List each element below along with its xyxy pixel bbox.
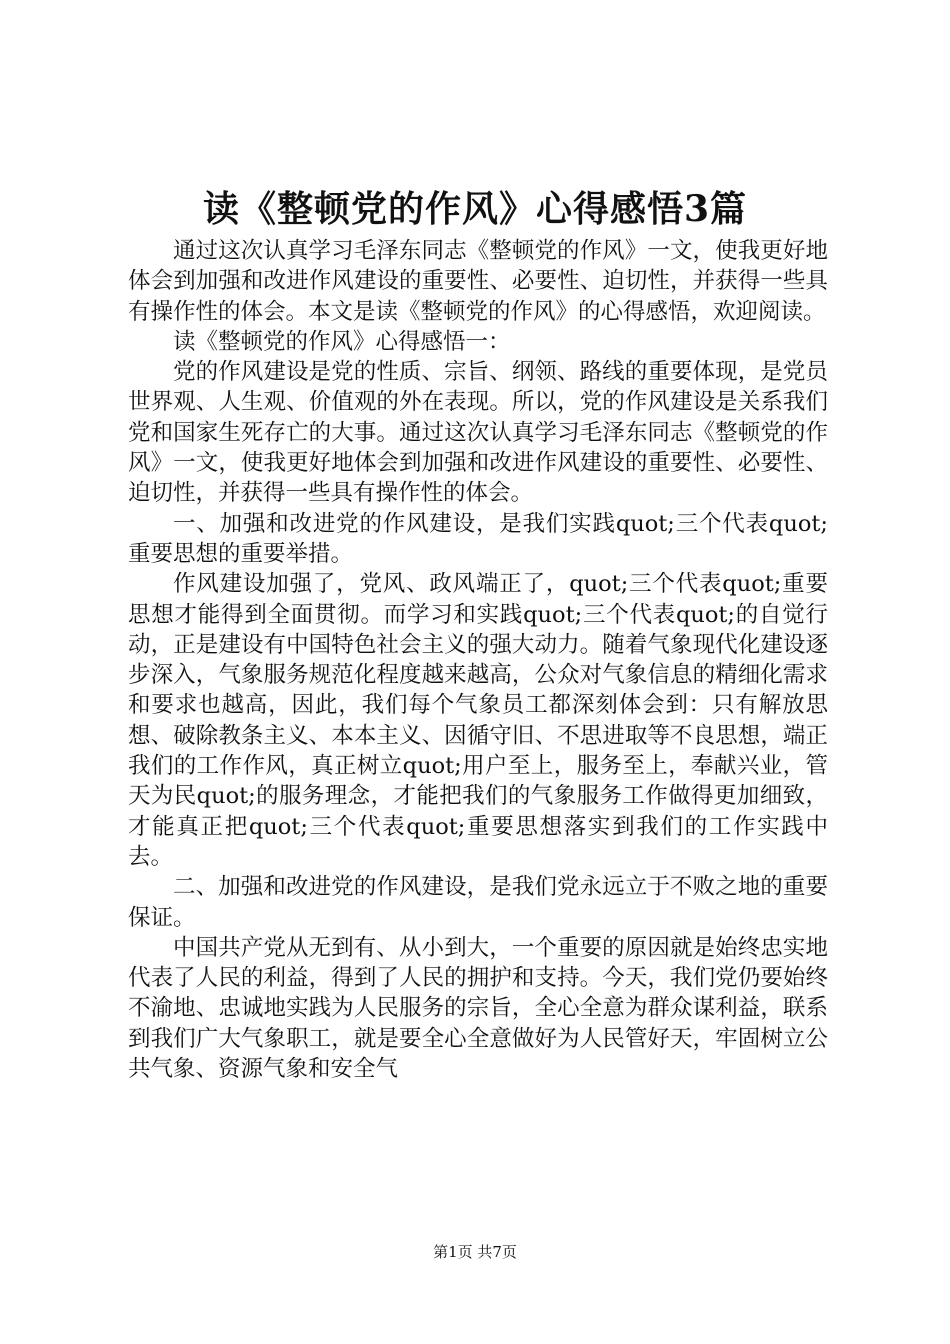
section-heading-one: 读《整顿党的作风》心得感悟一： [173, 328, 511, 355]
paragraph: 党的作风建设是党的性质、宗旨、纲领、路线的重要体现，是党员世界观、人生观、价值观的外在表现。所以，党的作风建设是关系我们党和国家生死存亡的大事。通过这次认真学习毛泽东同志《整顿党的作风》一文，使我更好地体会到加强和改进作风建设的重要性、必要性、迫切性，并获得一些具有操作性的体会。 [128, 359, 828, 507]
subheading-two: 二、加强和改进党的作风建设，是我们党永远立于不败之地的重要保证。 [128, 874, 828, 931]
page-footer: 第1页 共7页 [433, 1243, 517, 1261]
document-body [128, 236, 828, 1084]
paragraph: 中国共产党从无到有、从小到大，一个重要的原因就是始终忠实地代表了人民的利益，得到了人民的拥护和支持。今天，我们党仍要始终不渝地、忠诚地实践为人民服务的宗旨，全心全意为群众谋利益，联系到我们广大气象职工，就是要全心全意做好为人民管好天，牢固树立公共气象、资源气象和安全气 [128, 934, 828, 1083]
paragraph: 作风建设加强了，党风、政风端正了，quot;三个代表quot;重要思想才能得到全面贯彻。而学习和实践quot;三个代表quot;的自觉行动，正是建设有中国特色社会主义的强大动力。随着气象现代化建设逐步深入，气象服务规范化程度越来越高，公众对气象信息的精细化需求和要求也越高，因此，我们每个气象员工都深刻体会到：只有解放思想、破除教条主义、本本主义、因循守旧、不思进取等不良思想，端正我们的工作作风，真正树立quot;用户至上，服务至上，奉献兴业，管天为民quot;的服务理念，才能把我们的气象服务工作做得更加细致，才能真正把quot;三个代表quot;重要思想落实到我们的工作实践中去。 [128, 571, 828, 870]
subheading-one: 一、加强和改进党的作风建设，是我们实践quot;三个代表quot;重要思想的重要举措。 [128, 510, 828, 567]
document-title: 读《整顿党的作风》心得感悟3篇 [202, 188, 748, 230]
paragraph-intro: 通过这次认真学习毛泽东同志《整顿党的作风》一文，使我更好地体会到加强和改进作风建设的重要性、必要性、迫切性，并获得一些具有操作性的体会。本文是读《整顿党的作风》的心得感悟，欢迎阅读。 [128, 238, 828, 325]
